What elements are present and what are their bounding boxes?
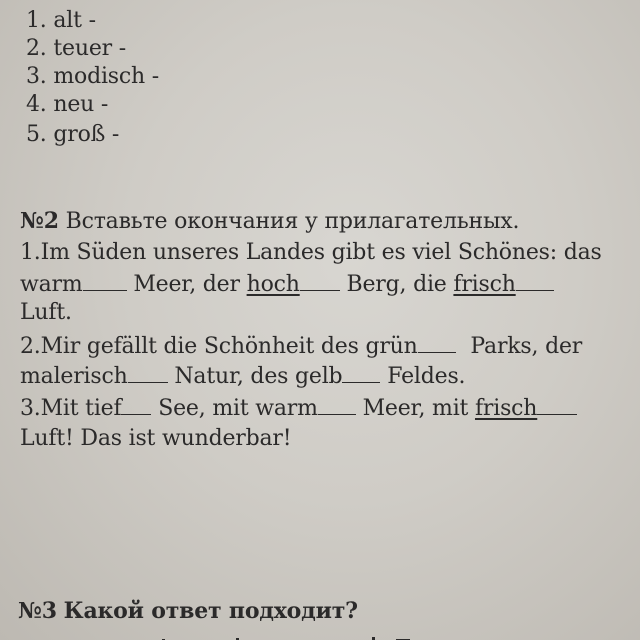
list-item-5: 5. groß - — [26, 122, 120, 147]
text-mit-tief: 3.Mit tief — [20, 396, 122, 421]
list-item-4: 4. neu - — [26, 92, 109, 117]
cut-off-glyph-tops — [140, 635, 420, 640]
blank-6 — [342, 362, 380, 383]
blank-5 — [128, 362, 168, 383]
word-frisch-1: frisch — [453, 272, 516, 297]
task2-line-6 — [20, 394, 577, 422]
task2-line-2 — [20, 270, 554, 298]
cut-off-next-line — [140, 630, 420, 640]
text-berg-die: Berg, die — [346, 272, 454, 297]
blank-8 — [318, 394, 356, 415]
text-natur-gelb: Natur, des gelb — [174, 364, 343, 389]
text-parks: Parks, der — [470, 334, 583, 359]
blank-7 — [121, 394, 151, 415]
blank-1 — [83, 270, 127, 291]
blank-2 — [300, 270, 340, 291]
task2-line-1 — [20, 240, 602, 266]
text-malerisch: malerisch — [20, 364, 128, 389]
text-see-warm: See, mit warm — [158, 396, 318, 421]
text-meer-der: Meer, der — [133, 272, 247, 297]
blank-9 — [537, 394, 577, 415]
text-meer-mit: Meer, mit — [362, 396, 475, 421]
task2-line-7 — [20, 426, 291, 452]
task2-number: №2 — [20, 208, 59, 234]
word-hoch: hoch — [246, 272, 300, 297]
list-item-1: 1. alt - — [26, 8, 96, 33]
text-gruen: 2.Mir gefällt die Schönheit des grün — [20, 334, 418, 359]
task3-number: №3 — [18, 598, 57, 624]
blank-4 — [418, 332, 456, 353]
task2-line-5 — [20, 362, 465, 390]
word-frisch-2: frisch — [474, 396, 538, 421]
text-feldes: Feldes. — [387, 364, 466, 389]
list-item-2: 2. teuer - — [26, 36, 126, 61]
blank-3 — [516, 270, 554, 291]
task3-title: Какой ответ подходит? — [63, 598, 358, 624]
task2-line-4 — [20, 332, 582, 360]
task2-line-7-text: Luft! Das ist wunderbar! — [20, 426, 292, 451]
task2-line-3-text: Luft. — [20, 300, 72, 325]
task3-heading — [18, 598, 358, 625]
task2-line-3 — [20, 300, 72, 326]
task2-title: Вставьте окончания у прилагательных. — [65, 209, 520, 234]
task2-line-1-text: 1.Im Süden unseres Landes gibt es viel Schönes: das — [20, 240, 602, 265]
list-item-3: 3. modisch - — [26, 64, 160, 89]
word-warm: warm — [20, 272, 83, 297]
task2-heading — [20, 208, 519, 235]
